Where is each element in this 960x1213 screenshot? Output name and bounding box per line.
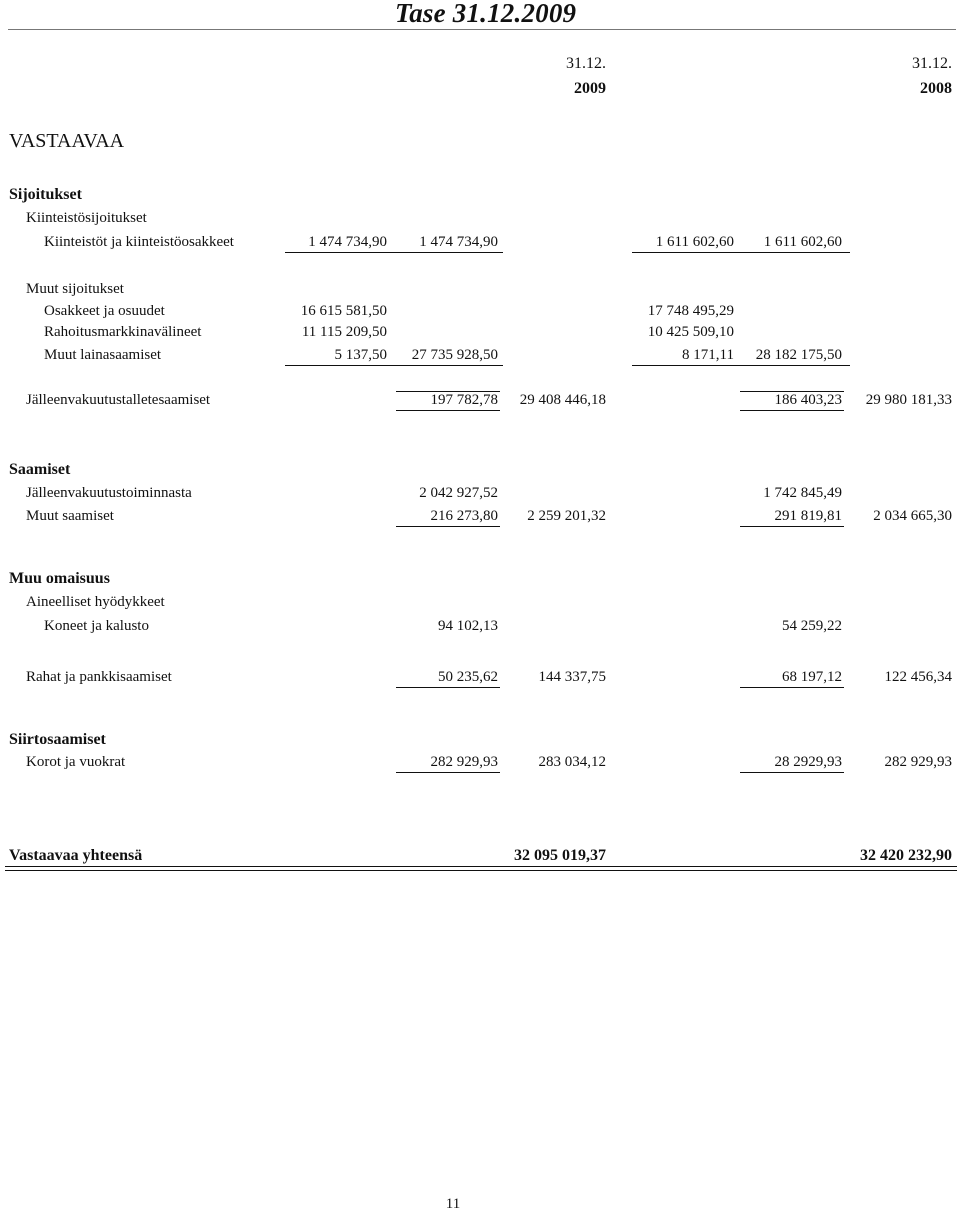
page-number: 11	[445, 1196, 461, 1212]
subtotal-underline	[396, 410, 500, 411]
row-label: Muut saamiset	[26, 508, 114, 524]
saamiset-heading: Saamiset	[9, 461, 71, 478]
subtotal-underline	[285, 252, 503, 253]
cell-value: 2 034 665,30	[873, 508, 952, 524]
cell-value: 197 782,78	[430, 392, 498, 408]
row-label: Jälleenvakuutustalletesaamiset	[26, 392, 211, 408]
row-label: Rahoitusmarkkinavälineet	[44, 324, 202, 340]
cell-value: 1 611 602,60	[655, 234, 734, 250]
cell-value: 68 197,12	[782, 669, 842, 685]
title-rule	[8, 29, 956, 30]
cell-value: 291 819,81	[774, 508, 842, 524]
cell-value: 1 611 602,60	[763, 234, 842, 250]
cell-value: 283 034,12	[538, 754, 606, 770]
cell-value: 144 337,75	[538, 669, 606, 685]
row-label: Rahat ja pankkisaamiset	[26, 669, 172, 685]
cell-value: 29 408 446,18	[519, 392, 606, 408]
cell-value: 29 980 181,33	[865, 392, 952, 408]
sijoitukset-heading: Sijoitukset	[9, 186, 82, 203]
kiinteisto-heading: Kiinteistösijoitukset	[26, 210, 147, 226]
row-label: Kiinteistöt ja kiinteistöosakkeet	[44, 234, 234, 250]
col-2009-date: 31.12.	[566, 55, 606, 72]
subtotal-underline	[396, 687, 500, 688]
cell-value: 16 615 581,50	[300, 303, 387, 319]
cell-value: 2 042 927,52	[419, 485, 498, 501]
cell-value: 27 735 928,50	[411, 347, 498, 363]
row-label: Koneet ja kalusto	[44, 618, 149, 634]
col-2008-year: 2008	[920, 80, 952, 97]
cell-value: 122 456,34	[884, 669, 952, 685]
row-label: Osakkeet ja osuudet	[44, 303, 165, 319]
cell-value: 2 259 201,32	[527, 508, 606, 524]
cell-value: 28 182 175,50	[755, 347, 842, 363]
total-label: Vastaavaa yhteensä	[9, 847, 143, 864]
page-title: Tase 31.12.2009	[395, 0, 577, 28]
total-2008: 32 420 232,90	[860, 847, 952, 864]
subtotal-underline	[632, 252, 850, 253]
cell-value: 1 742 845,49	[763, 485, 842, 501]
col-2008-date: 31.12.	[912, 55, 952, 72]
siirtosaamiset-heading: Siirtosaamiset	[9, 731, 106, 748]
cell-value: 216 273,80	[430, 508, 498, 524]
cell-value: 1 474 734,90	[419, 234, 498, 250]
cell-value: 28 2929,93	[774, 754, 842, 770]
muu-omaisuus-heading: Muu omaisuus	[9, 570, 110, 587]
section-title: VASTAAVAA	[9, 130, 125, 152]
subtotal-underline	[740, 772, 844, 773]
subtotal-underline	[740, 687, 844, 688]
subtotal-underline	[396, 772, 500, 773]
col-2009-year: 2009	[574, 80, 606, 97]
subtotal-underline	[740, 410, 844, 411]
row-label: Korot ja vuokrat	[26, 754, 126, 770]
cell-value: 50 235,62	[438, 669, 498, 685]
row-label: Muut lainasaamiset	[44, 347, 162, 363]
subtotal-underline	[285, 365, 503, 366]
cell-value: 1 474 734,90	[308, 234, 387, 250]
aineelliset-heading: Aineelliset hyödykkeet	[26, 594, 165, 610]
subtotal-underline	[740, 526, 844, 527]
cell-value: 17 748 495,29	[647, 303, 734, 319]
subtotal-underline	[632, 365, 850, 366]
subtotal-underline	[396, 526, 500, 527]
cell-value: 11 115 209,50	[301, 324, 387, 340]
muut-heading: Muut sijoitukset	[26, 281, 124, 297]
cell-value: 5 137,50	[334, 347, 387, 363]
cell-value: 282 929,93	[430, 754, 498, 770]
cell-value: 186 403,23	[774, 392, 842, 408]
row-label: Jälleenvakuutustoiminnasta	[26, 485, 192, 501]
cell-value: 282 929,93	[884, 754, 952, 770]
cell-value: 8 171,11	[682, 347, 734, 363]
cell-value: 10 425 509,10	[647, 324, 734, 340]
cell-value: 94 102,13	[438, 618, 498, 634]
total-double-underline	[5, 866, 957, 871]
total-2009: 32 095 019,37	[514, 847, 606, 864]
cell-value: 54 259,22	[782, 618, 842, 634]
